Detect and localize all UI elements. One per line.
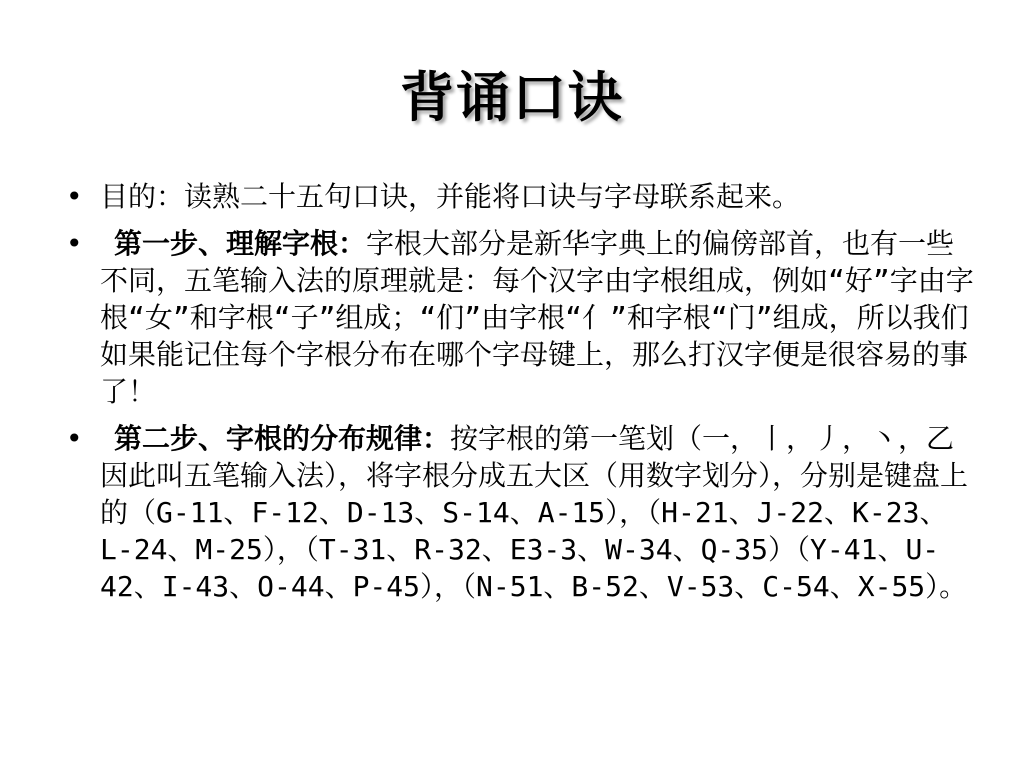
- bullet-item-purpose: [60, 178, 980, 215]
- bullet-marker: •: [66, 422, 83, 455]
- bullet-marker: •: [66, 227, 83, 260]
- bullet-text: 字根大部分是新华字典上的偏傍部首，也有一些不同，五笔输入法的原理就是：每个汉字由字根组成，例如“好”字由字根“女”和字根“子”组成；“们”由字根“亻”和字根“门”组成，所以我们如果能记住每个字根分布在哪个字母键上，那么打汉字便是很容易的事了！: [100, 227, 974, 408]
- bullet-list: [60, 178, 980, 615]
- bullet-item-step-one: [60, 225, 980, 410]
- bullet-lead: 第二步、字根的分布规律：: [114, 422, 451, 455]
- bullet-lead: 第一步、理解字根：: [114, 227, 367, 260]
- bullet-item-step-two: [60, 420, 980, 605]
- bullet-marker: •: [66, 180, 83, 213]
- slide-title: 背诵口诀: [400, 66, 624, 129]
- bullet-text: 按字根的第一笔划（一，丨，丿，丶，乙 因此叫五笔输入法），将字根分成五大区（用数字划分），分别是键盘上的（G-11、F-12、D-13、S-14、A-15），（H-21、J-22、K-23、L-24、M-25），（T-31、R-32、E3-3、W-34、Q-35）（Y-41、U-42、I-43、O-44、P-45），（N-51、B-52、V-53、C-54、X-55）。: [100, 422, 969, 603]
- bullet-text: 目的：读熟二十五句口诀，并能将口诀与字母联系起来。: [100, 180, 801, 213]
